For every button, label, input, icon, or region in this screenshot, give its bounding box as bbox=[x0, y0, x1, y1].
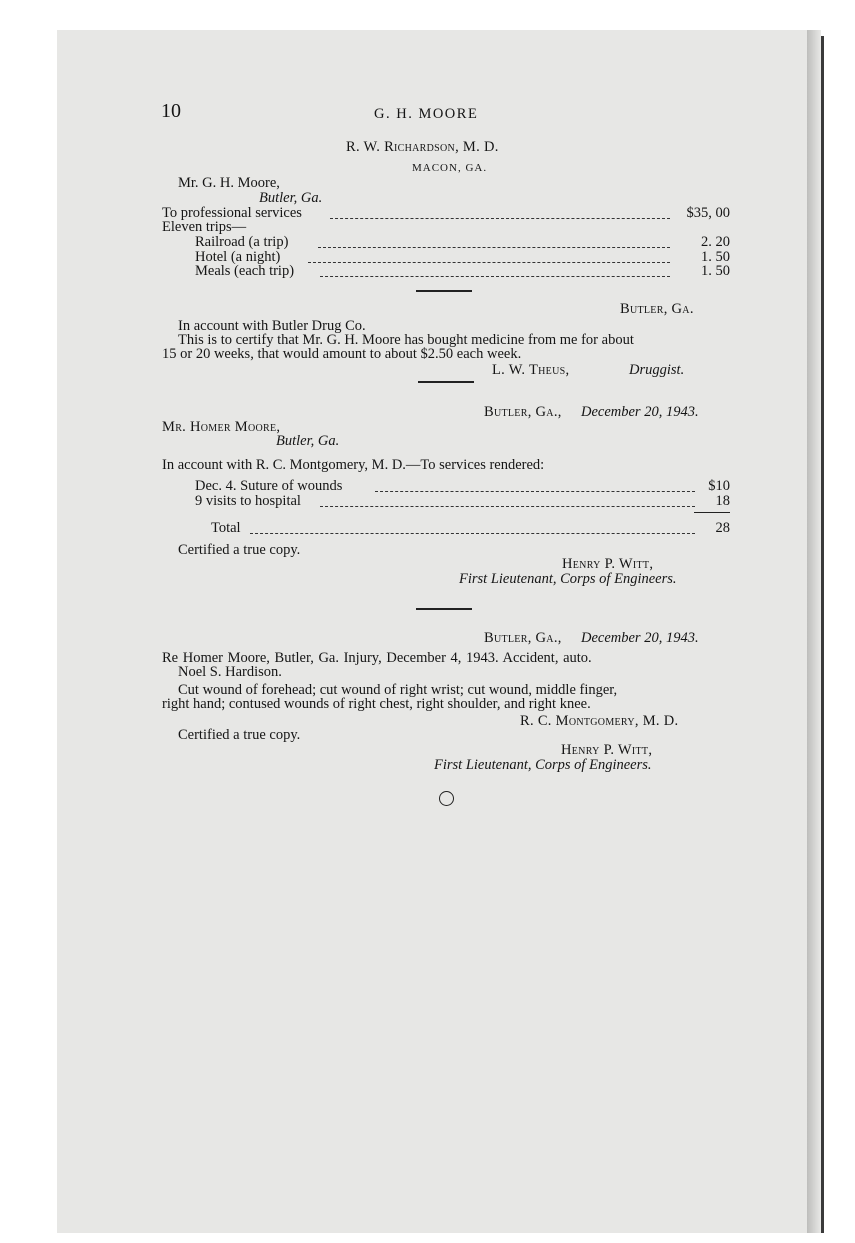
bill3-total-amount: 28 bbox=[715, 520, 730, 536]
bill1-item-label: Hotel (a night) bbox=[195, 249, 281, 265]
bill4-signer-title: First Lieutenant, Corps of Engineers. bbox=[434, 757, 652, 773]
leader-dots bbox=[320, 275, 670, 277]
bill3-signer: Henry P. Witt, bbox=[562, 556, 654, 572]
bill4-certified: Certified a true copy. bbox=[178, 727, 301, 743]
end-ornament-circle bbox=[439, 791, 454, 806]
bill2-signer: L. W. Theus, bbox=[492, 362, 570, 378]
bill1-trips-label: Eleven trips— bbox=[162, 219, 247, 235]
leader-dots bbox=[308, 261, 670, 263]
bill3-addressee-city: Butler, Ga. bbox=[276, 433, 340, 449]
bill1-item-amount: 1. 50 bbox=[701, 249, 730, 265]
bill4-signer: Henry P. Witt, bbox=[561, 742, 653, 758]
bill3-total-label: Total bbox=[211, 520, 241, 536]
section-divider bbox=[416, 290, 472, 292]
bill1-item-label: Railroad (a trip) bbox=[195, 234, 289, 250]
bill3-date: December 20, 1943. bbox=[581, 404, 699, 420]
bill2-text-line: 15 or 20 weeks, that would amount to about $2.50 each week. bbox=[162, 346, 522, 362]
leader-dots bbox=[320, 505, 695, 507]
bill3-certified: Certified a true copy. bbox=[178, 542, 301, 558]
leader-dots bbox=[250, 532, 695, 534]
bill1-city: MACON, GA. bbox=[412, 162, 488, 174]
bill1-item-label: Meals (each trip) bbox=[195, 263, 295, 279]
leader-dots bbox=[375, 490, 695, 492]
bill4-doctor: R. C. Montgomery, M. D. bbox=[520, 713, 679, 729]
bill2-text-line: This is to certify that Mr. G. H. Moore has bought medicine from me for about bbox=[178, 332, 634, 348]
leader-dots bbox=[330, 217, 670, 219]
bill2-place: Butler, Ga. bbox=[620, 301, 694, 317]
bill1-doctor: R. W. Richardson, M. D. bbox=[346, 139, 499, 155]
leader-dots bbox=[318, 246, 670, 248]
bill3-signer-title: First Lieutenant, Corps of Engineers. bbox=[459, 571, 677, 587]
bill1-item-amount: 1. 50 bbox=[701, 263, 730, 279]
page-edge-line bbox=[821, 36, 824, 1233]
bill4-wounds-line: right hand; contused wounds of right chest, right shoulder, and right knee. bbox=[162, 696, 591, 712]
page-edge-shadow bbox=[807, 30, 821, 1233]
bill4-re-line2: Noel S. Hardison. bbox=[178, 664, 282, 680]
section-divider bbox=[418, 381, 474, 383]
running-head: G. H. MOORE bbox=[374, 106, 479, 122]
bill3-account: In account with R. C. Montgomery, M. D.—To services rendered: bbox=[162, 457, 545, 473]
total-rule bbox=[694, 512, 730, 513]
bill3-item-amount: 18 bbox=[715, 493, 730, 509]
bill3-item-label: Dec. 4. Suture of wounds bbox=[195, 478, 343, 494]
bill4-re-line: Re Homer Moore, Butler, Ga. Injury, December 4, 1943. Accident, auto. bbox=[162, 650, 592, 666]
bill4-wounds-line: Cut wound of forehead; cut wound of right wrist; cut wound, middle finger, bbox=[178, 682, 618, 698]
bill4-date: December 20, 1943. bbox=[581, 630, 699, 646]
bill2-signer-title: Druggist. bbox=[629, 362, 685, 378]
bill1-services-label: To professional services bbox=[162, 205, 302, 221]
section-divider bbox=[416, 608, 472, 610]
bill1-addressee: Mr. G. H. Moore, bbox=[178, 175, 280, 191]
bill3-place: Butler, Ga., bbox=[484, 404, 562, 420]
bill3-addressee: Mr. Homer Moore, bbox=[162, 419, 281, 435]
bill1-item-amount: 2. 20 bbox=[701, 234, 730, 250]
bill1-services-amount: $35, 00 bbox=[686, 205, 730, 221]
bill3-item-label: 9 visits to hospital bbox=[195, 493, 301, 509]
bill4-place: Butler, Ga., bbox=[484, 630, 562, 646]
bill2-account: In account with Butler Drug Co. bbox=[178, 318, 366, 334]
bill1-addressee-city: Butler, Ga. bbox=[259, 190, 323, 206]
bill3-item-amount: $10 bbox=[708, 478, 730, 494]
page-number: 10 bbox=[161, 100, 181, 122]
